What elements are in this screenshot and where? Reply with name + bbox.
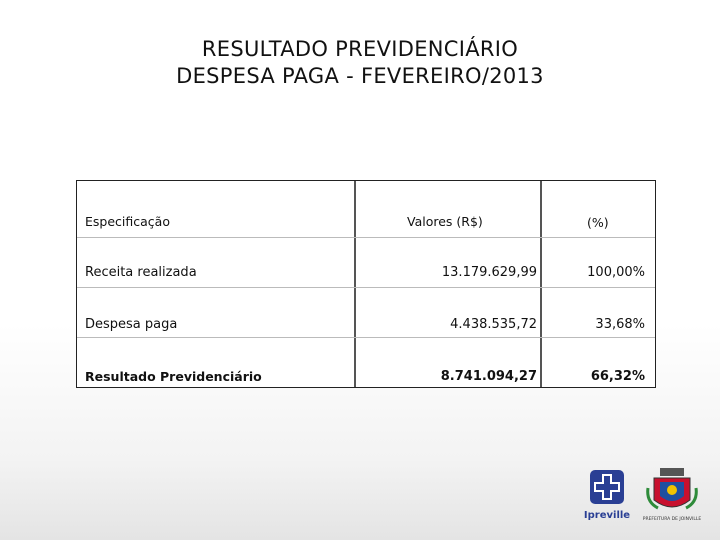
row-divider [77, 337, 655, 338]
row-value-despesa: 4.438.535,72 [450, 317, 537, 332]
title-line-1: RESULTADO PREVIDENCIÁRIO [201, 37, 519, 61]
header-percent: (%) [587, 215, 609, 230]
slide-title [0, 36, 720, 90]
header-values: Valores (R$) [407, 214, 483, 229]
prefeitura-emblem-icon [648, 468, 697, 508]
ipreville-logo-text: Ipreville [584, 510, 631, 521]
result-table [76, 180, 656, 388]
row-label-resultado: Resultado Previdenciário [85, 369, 262, 384]
prefeitura-logo-text: PREFEITURA DE JOINVILLE [642, 517, 702, 522]
row-divider [77, 287, 655, 288]
row-percent-despesa: 33,68% [595, 317, 645, 332]
column-divider [354, 181, 356, 387]
row-value-receita: 13.179.629,99 [441, 265, 537, 280]
ipreville-logo-icon [590, 470, 624, 504]
header-specification: Especificação [85, 214, 170, 229]
row-percent-resultado: 66,32% [590, 369, 645, 384]
row-divider [77, 237, 655, 238]
row-value-resultado: 8.741.094,27 [440, 369, 537, 384]
title-line-2: DESPESA PAGA - FEVEREIRO/2013 [176, 64, 544, 88]
row-label-receita: Receita realizada [85, 265, 197, 280]
column-divider [540, 181, 542, 387]
row-percent-receita: 100,00% [587, 265, 645, 280]
row-label-despesa: Despesa paga [85, 317, 178, 332]
footer-logos [584, 466, 704, 526]
logos-graphic [584, 466, 704, 526]
